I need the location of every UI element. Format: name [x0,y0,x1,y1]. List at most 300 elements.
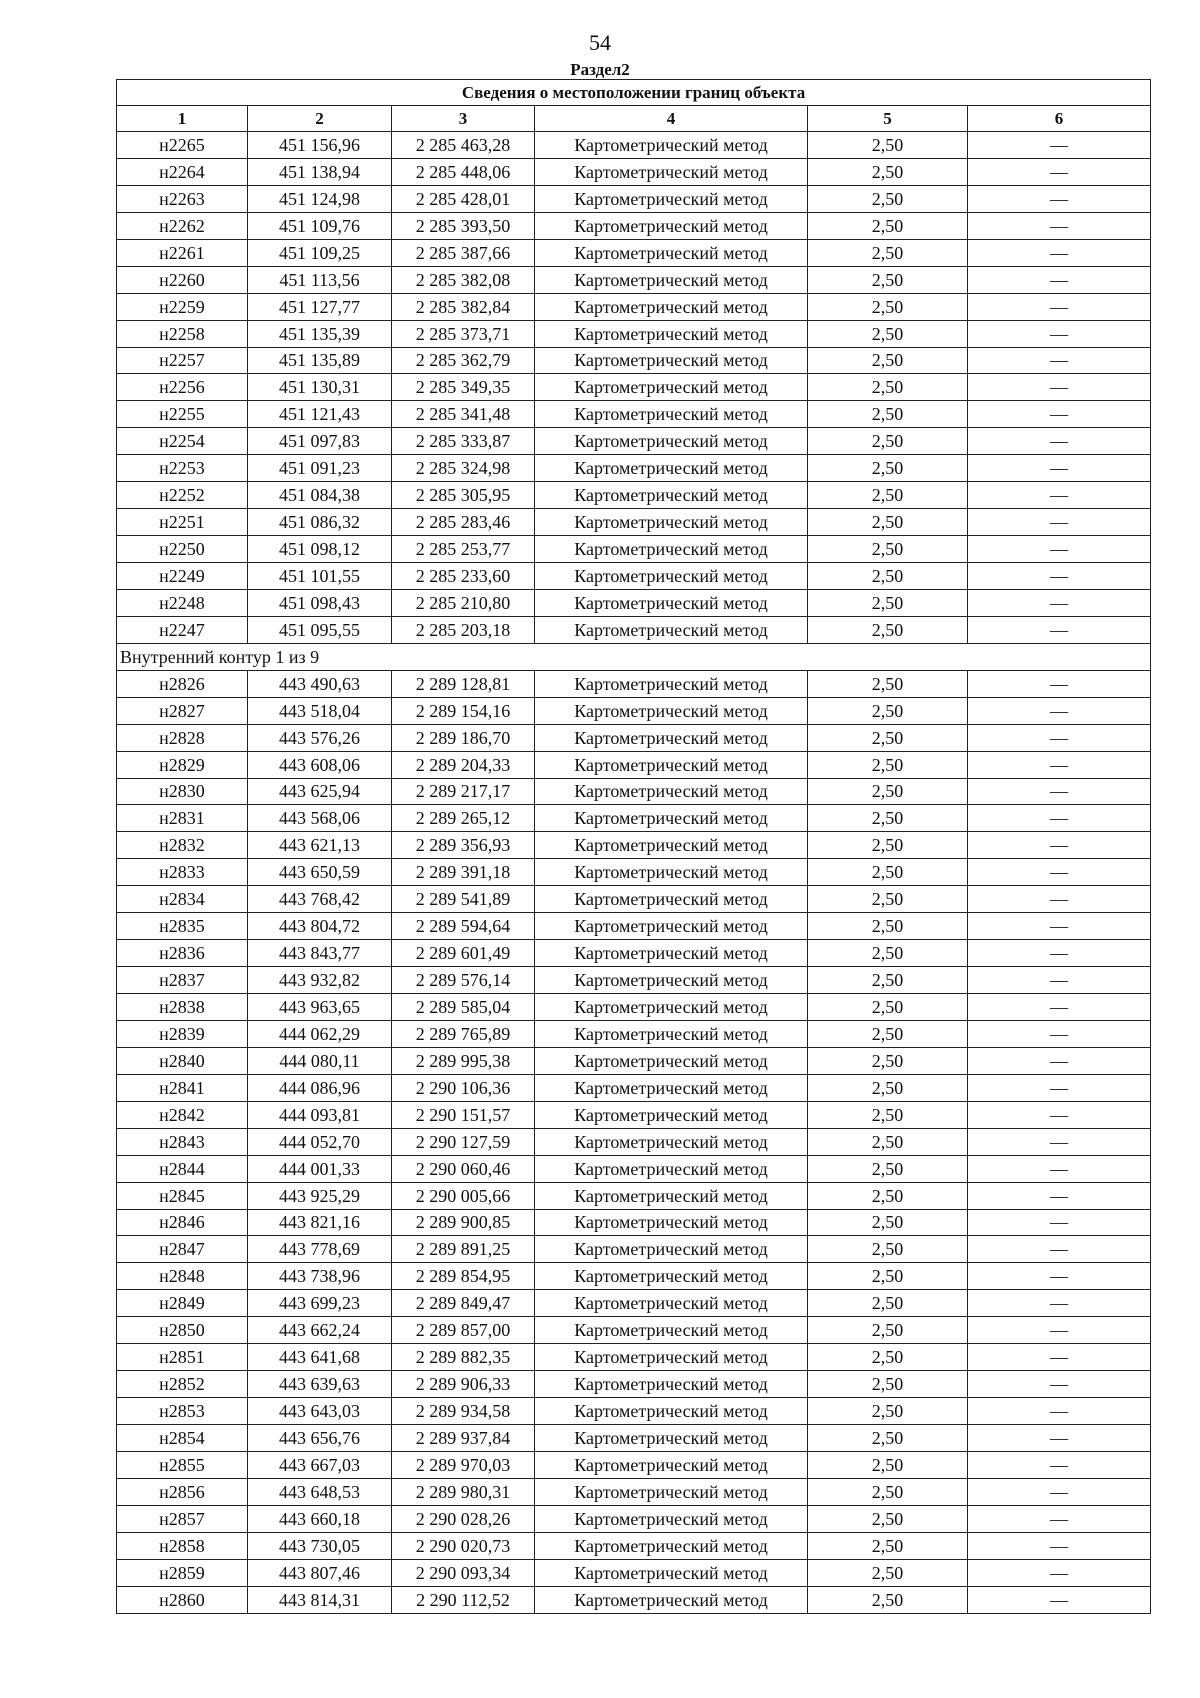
method-cell: Картометрический метод [535,185,808,212]
y-coordinate-cell: 2 289 265,12 [392,805,535,832]
x-coordinate-cell: 443 568,06 [248,805,392,832]
accuracy-cell: 2,50 [808,859,968,886]
description-cell: — [968,670,1151,697]
accuracy-cell: 2,50 [808,994,968,1021]
y-coordinate-cell: 2 289 391,18 [392,859,535,886]
method-cell: Картометрический метод [535,239,808,266]
description-cell: — [968,616,1151,643]
point-id-cell: н2255 [117,401,248,428]
point-id-cell: н2827 [117,697,248,724]
y-coordinate-cell: 2 285 324,98 [392,455,535,482]
method-cell: Картометрический метод [535,212,808,239]
table-row [117,616,1151,643]
method-cell: Картометрический метод [535,940,808,967]
method-cell: Картометрический метод [535,1290,808,1317]
table-row [117,1371,1151,1398]
x-coordinate-cell: 443 625,94 [248,778,392,805]
description-cell: — [968,374,1151,401]
point-id-cell: н2855 [117,1451,248,1478]
table-row [117,1020,1151,1047]
method-cell: Картометрический метод [535,1209,808,1236]
column-number: 1 [117,106,248,132]
x-coordinate-cell: 443 932,82 [248,967,392,994]
accuracy-cell: 2,50 [808,805,968,832]
x-coordinate-cell: 444 080,11 [248,1047,392,1074]
accuracy-cell: 2,50 [808,401,968,428]
y-coordinate-cell: 2 289 601,49 [392,940,535,967]
point-id-cell: н2832 [117,832,248,859]
method-cell: Картометрический метод [535,1586,808,1613]
table-row [117,320,1151,347]
method-cell: Картометрический метод [535,697,808,724]
description-cell: — [968,401,1151,428]
point-id-cell: н2844 [117,1155,248,1182]
table-row [117,1344,1151,1371]
description-cell: — [968,1425,1151,1452]
description-cell: — [968,886,1151,913]
point-id-cell: н2850 [117,1317,248,1344]
table-row [117,913,1151,940]
point-id-cell: н2829 [117,751,248,778]
y-coordinate-cell: 2 285 333,87 [392,428,535,455]
accuracy-cell: 2,50 [808,1047,968,1074]
y-coordinate-cell: 2 290 127,59 [392,1128,535,1155]
table-row [117,1478,1151,1505]
method-cell: Картометрический метод [535,455,808,482]
x-coordinate-cell: 443 576,26 [248,724,392,751]
point-id-cell: н2843 [117,1128,248,1155]
column-number: 3 [392,106,535,132]
table-row [117,239,1151,266]
table-row [117,1505,1151,1532]
y-coordinate-cell: 2 285 253,77 [392,536,535,563]
method-cell: Картометрический метод [535,1317,808,1344]
method-cell: Картометрический метод [535,1155,808,1182]
description-cell: — [968,1371,1151,1398]
y-coordinate-cell: 2 285 233,60 [392,563,535,590]
page-number: 54 [589,30,611,55]
y-coordinate-cell: 2 285 428,01 [392,185,535,212]
method-cell: Картометрический метод [535,1128,808,1155]
y-coordinate-cell: 2 285 305,95 [392,482,535,509]
description-cell: — [968,1182,1151,1209]
accuracy-cell: 2,50 [808,1505,968,1532]
x-coordinate-cell: 451 086,32 [248,509,392,536]
x-coordinate-cell: 451 109,25 [248,239,392,266]
y-coordinate-cell: 2 285 349,35 [392,374,535,401]
table-row [117,401,1151,428]
point-id-cell: н2852 [117,1371,248,1398]
accuracy-cell: 2,50 [808,670,968,697]
point-id-cell: н2851 [117,1344,248,1371]
table-row [117,482,1151,509]
point-id-cell: н2253 [117,455,248,482]
y-coordinate-cell: 2 289 882,35 [392,1344,535,1371]
description-cell: — [968,212,1151,239]
x-coordinate-cell: 443 963,65 [248,994,392,1021]
accuracy-cell: 2,50 [808,347,968,374]
x-coordinate-cell: 443 821,16 [248,1209,392,1236]
accuracy-cell: 2,50 [808,751,968,778]
point-id-cell: н2842 [117,1101,248,1128]
accuracy-cell: 2,50 [808,832,968,859]
y-coordinate-cell: 2 285 448,06 [392,158,535,185]
x-coordinate-cell: 444 093,81 [248,1101,392,1128]
method-cell: Картометрический метод [535,158,808,185]
y-coordinate-cell: 2 289 891,25 [392,1236,535,1263]
y-coordinate-cell: 2 290 028,26 [392,1505,535,1532]
method-cell: Картометрический метод [535,1371,808,1398]
table-row [117,886,1151,913]
description-cell: — [968,1236,1151,1263]
description-cell: — [968,509,1151,536]
point-id-cell: н2265 [117,132,248,159]
description-cell: — [968,967,1151,994]
accuracy-cell: 2,50 [808,724,968,751]
table-row [117,940,1151,967]
table-row [117,859,1151,886]
accuracy-cell: 2,50 [808,185,968,212]
method-cell: Картометрический метод [535,616,808,643]
y-coordinate-cell: 2 285 362,79 [392,347,535,374]
table-row [117,1128,1151,1155]
contour-label: Внутренний контур 1 из 9 [117,643,1151,670]
description-cell: — [968,428,1151,455]
description-cell: — [968,805,1151,832]
table-row [117,805,1151,832]
x-coordinate-cell: 443 621,13 [248,832,392,859]
description-cell: — [968,239,1151,266]
description-cell: — [968,1047,1151,1074]
description-cell: — [968,697,1151,724]
y-coordinate-cell: 2 285 463,28 [392,132,535,159]
table-row [117,1425,1151,1452]
method-cell: Картометрический метод [535,913,808,940]
description-cell: — [968,1505,1151,1532]
x-coordinate-cell: 444 052,70 [248,1128,392,1155]
point-id-cell: н2847 [117,1236,248,1263]
x-coordinate-cell: 451 095,55 [248,616,392,643]
point-id-cell: н2853 [117,1398,248,1425]
method-cell: Картометрический метод [535,1047,808,1074]
y-coordinate-cell: 2 285 387,66 [392,239,535,266]
y-coordinate-cell: 2 289 970,03 [392,1451,535,1478]
point-id-cell: н2248 [117,589,248,616]
y-coordinate-cell: 2 289 900,85 [392,1209,535,1236]
accuracy-cell: 2,50 [808,1344,968,1371]
point-id-cell: н2846 [117,1209,248,1236]
accuracy-cell: 2,50 [808,616,968,643]
x-coordinate-cell: 443 814,31 [248,1586,392,1613]
description-cell: — [968,994,1151,1021]
x-coordinate-cell: 451 156,96 [248,132,392,159]
description-cell: — [968,1532,1151,1559]
x-coordinate-cell: 443 608,06 [248,751,392,778]
accuracy-cell: 2,50 [808,1398,968,1425]
table-row [117,589,1151,616]
method-cell: Картометрический метод [535,1478,808,1505]
method-cell: Картометрический метод [535,1451,808,1478]
accuracy-cell: 2,50 [808,1263,968,1290]
table-caption: Сведения о местоположении границ объекта [117,80,1151,106]
table-row [117,778,1151,805]
table-row [117,132,1151,159]
y-coordinate-cell: 2 289 128,81 [392,670,535,697]
point-id-cell: н2256 [117,374,248,401]
x-coordinate-cell: 443 925,29 [248,1182,392,1209]
description-cell: — [968,132,1151,159]
accuracy-cell: 2,50 [808,1559,968,1586]
x-coordinate-cell: 443 648,53 [248,1478,392,1505]
y-coordinate-cell: 2 290 020,73 [392,1532,535,1559]
accuracy-cell: 2,50 [808,1128,968,1155]
y-coordinate-cell: 2 285 203,18 [392,616,535,643]
table-row [117,293,1151,320]
method-cell: Картометрический метод [535,589,808,616]
description-cell: — [968,158,1151,185]
description-cell: — [968,1155,1151,1182]
point-id-cell: н2858 [117,1532,248,1559]
x-coordinate-cell: 443 778,69 [248,1236,392,1263]
y-coordinate-cell: 2 289 217,17 [392,778,535,805]
y-coordinate-cell: 2 285 283,46 [392,509,535,536]
description-cell: — [968,1559,1151,1586]
y-coordinate-cell: 2 290 151,57 [392,1101,535,1128]
table-body-inner-contour [117,670,1151,1613]
accuracy-cell: 2,50 [808,563,968,590]
table-row [117,347,1151,374]
method-cell: Картометрический метод [535,428,808,455]
method-cell: Картометрический метод [535,293,808,320]
method-cell: Картометрический метод [535,1505,808,1532]
method-cell: Картометрический метод [535,482,808,509]
method-cell: Картометрический метод [535,1074,808,1101]
table-row [117,1209,1151,1236]
table-row [117,967,1151,994]
table-row [117,994,1151,1021]
accuracy-cell: 2,50 [808,455,968,482]
accuracy-cell: 2,50 [808,1074,968,1101]
table-row [117,1155,1151,1182]
boundary-coordinates-table [116,79,1151,1614]
method-cell: Картометрический метод [535,859,808,886]
x-coordinate-cell: 443 807,46 [248,1559,392,1586]
accuracy-cell: 2,50 [808,536,968,563]
description-cell: — [968,589,1151,616]
table-row [117,832,1151,859]
accuracy-cell: 2,50 [808,1209,968,1236]
description-cell: — [968,724,1151,751]
accuracy-cell: 2,50 [808,374,968,401]
point-id-cell: н2836 [117,940,248,967]
section-title: Раздел2 [570,60,630,79]
description-cell: — [968,940,1151,967]
contour-label-row [117,643,1151,670]
accuracy-cell: 2,50 [808,158,968,185]
description-cell: — [968,1586,1151,1613]
method-cell: Картометрический метод [535,805,808,832]
y-coordinate-cell: 2 289 765,89 [392,1020,535,1047]
y-coordinate-cell: 2 285 210,80 [392,589,535,616]
point-id-cell: н2262 [117,212,248,239]
table-row [117,428,1151,455]
accuracy-cell: 2,50 [808,1371,968,1398]
x-coordinate-cell: 451 113,56 [248,266,392,293]
description-cell: — [968,1317,1151,1344]
description-cell: — [968,1478,1151,1505]
point-id-cell: н2249 [117,563,248,590]
description-cell: — [968,563,1151,590]
table-row [117,1236,1151,1263]
accuracy-cell: 2,50 [808,212,968,239]
accuracy-cell: 2,50 [808,1425,968,1452]
x-coordinate-cell: 443 639,63 [248,1371,392,1398]
table-row [117,374,1151,401]
y-coordinate-cell: 2 289 937,84 [392,1425,535,1452]
accuracy-cell: 2,50 [808,913,968,940]
accuracy-cell: 2,50 [808,940,968,967]
y-coordinate-cell: 2 290 060,46 [392,1155,535,1182]
table-row [117,1559,1151,1586]
point-id-cell: н2839 [117,1020,248,1047]
x-coordinate-cell: 444 062,29 [248,1020,392,1047]
description-cell: — [968,1263,1151,1290]
x-coordinate-cell: 451 091,23 [248,455,392,482]
accuracy-cell: 2,50 [808,320,968,347]
table-row [117,185,1151,212]
column-number: 4 [535,106,808,132]
y-coordinate-cell: 2 289 857,00 [392,1317,535,1344]
method-cell: Картометрический метод [535,320,808,347]
method-cell: Картометрический метод [535,1425,808,1452]
method-cell: Картометрический метод [535,1101,808,1128]
y-coordinate-cell: 2 290 093,34 [392,1559,535,1586]
description-cell: — [968,536,1151,563]
method-cell: Картометрический метод [535,1559,808,1586]
method-cell: Картометрический метод [535,1263,808,1290]
description-cell: — [968,913,1151,940]
accuracy-cell: 2,50 [808,1101,968,1128]
accuracy-cell: 2,50 [808,1182,968,1209]
accuracy-cell: 2,50 [808,266,968,293]
table-row [117,536,1151,563]
point-id-cell: н2848 [117,1263,248,1290]
x-coordinate-cell: 451 084,38 [248,482,392,509]
y-coordinate-cell: 2 285 393,50 [392,212,535,239]
method-cell: Картометрический метод [535,1344,808,1371]
x-coordinate-cell: 443 641,68 [248,1344,392,1371]
accuracy-cell: 2,50 [808,697,968,724]
method-cell: Картометрический метод [535,670,808,697]
method-cell: Картометрический метод [535,401,808,428]
point-id-cell: н2841 [117,1074,248,1101]
description-cell: — [968,1020,1151,1047]
point-id-cell: н2251 [117,509,248,536]
description-cell: — [968,1128,1151,1155]
accuracy-cell: 2,50 [808,509,968,536]
point-id-cell: н2828 [117,724,248,751]
point-id-cell: н2263 [117,185,248,212]
table-row [117,212,1151,239]
x-coordinate-cell: 443 768,42 [248,886,392,913]
point-id-cell: н2250 [117,536,248,563]
table-row [117,266,1151,293]
table-row [117,1532,1151,1559]
point-id-cell: н2261 [117,239,248,266]
method-cell: Картометрический метод [535,374,808,401]
y-coordinate-cell: 2 285 373,71 [392,320,535,347]
description-cell: — [968,1290,1151,1317]
point-id-cell: н2860 [117,1586,248,1613]
x-coordinate-cell: 451 138,94 [248,158,392,185]
x-coordinate-cell: 443 490,63 [248,670,392,697]
accuracy-cell: 2,50 [808,1451,968,1478]
method-cell: Картометрический метод [535,751,808,778]
y-coordinate-cell: 2 289 154,16 [392,697,535,724]
accuracy-cell: 2,50 [808,1236,968,1263]
column-number-row [117,106,1151,132]
method-cell: Картометрический метод [535,832,808,859]
x-coordinate-cell: 451 098,43 [248,589,392,616]
y-coordinate-cell: 2 285 341,48 [392,401,535,428]
y-coordinate-cell: 2 289 356,93 [392,832,535,859]
y-coordinate-cell: 2 289 594,64 [392,913,535,940]
point-id-cell: н2830 [117,778,248,805]
accuracy-cell: 2,50 [808,428,968,455]
point-id-cell: н2833 [117,859,248,886]
column-number: 5 [808,106,968,132]
accuracy-cell: 2,50 [808,482,968,509]
x-coordinate-cell: 443 843,77 [248,940,392,967]
table-row [117,1317,1151,1344]
y-coordinate-cell: 2 289 995,38 [392,1047,535,1074]
table-row [117,1290,1151,1317]
point-id-cell: н2260 [117,266,248,293]
column-number: 2 [248,106,392,132]
table-row [117,670,1151,697]
point-id-cell: н2834 [117,886,248,913]
point-id-cell: н2849 [117,1290,248,1317]
point-id-cell: н2826 [117,670,248,697]
table-row [117,724,1151,751]
method-cell: Картометрический метод [535,266,808,293]
description-cell: — [968,1451,1151,1478]
y-coordinate-cell: 2 289 906,33 [392,1371,535,1398]
accuracy-cell: 2,50 [808,1317,968,1344]
description-cell: — [968,1398,1151,1425]
table-row [117,1586,1151,1613]
method-cell: Картометрический метод [535,509,808,536]
point-id-cell: н2840 [117,1047,248,1074]
accuracy-cell: 2,50 [808,886,968,913]
accuracy-cell: 2,50 [808,1290,968,1317]
description-cell: — [968,266,1151,293]
table-row [117,751,1151,778]
description-cell: — [968,293,1151,320]
y-coordinate-cell: 2 290 112,52 [392,1586,535,1613]
accuracy-cell: 2,50 [808,1155,968,1182]
table-row [117,1047,1151,1074]
y-coordinate-cell: 2 289 204,33 [392,751,535,778]
accuracy-cell: 2,50 [808,239,968,266]
accuracy-cell: 2,50 [808,967,968,994]
x-coordinate-cell: 443 730,05 [248,1532,392,1559]
point-id-cell: н2257 [117,347,248,374]
x-coordinate-cell: 451 121,43 [248,401,392,428]
x-coordinate-cell: 451 130,31 [248,374,392,401]
method-cell: Картометрический метод [535,563,808,590]
x-coordinate-cell: 451 124,98 [248,185,392,212]
